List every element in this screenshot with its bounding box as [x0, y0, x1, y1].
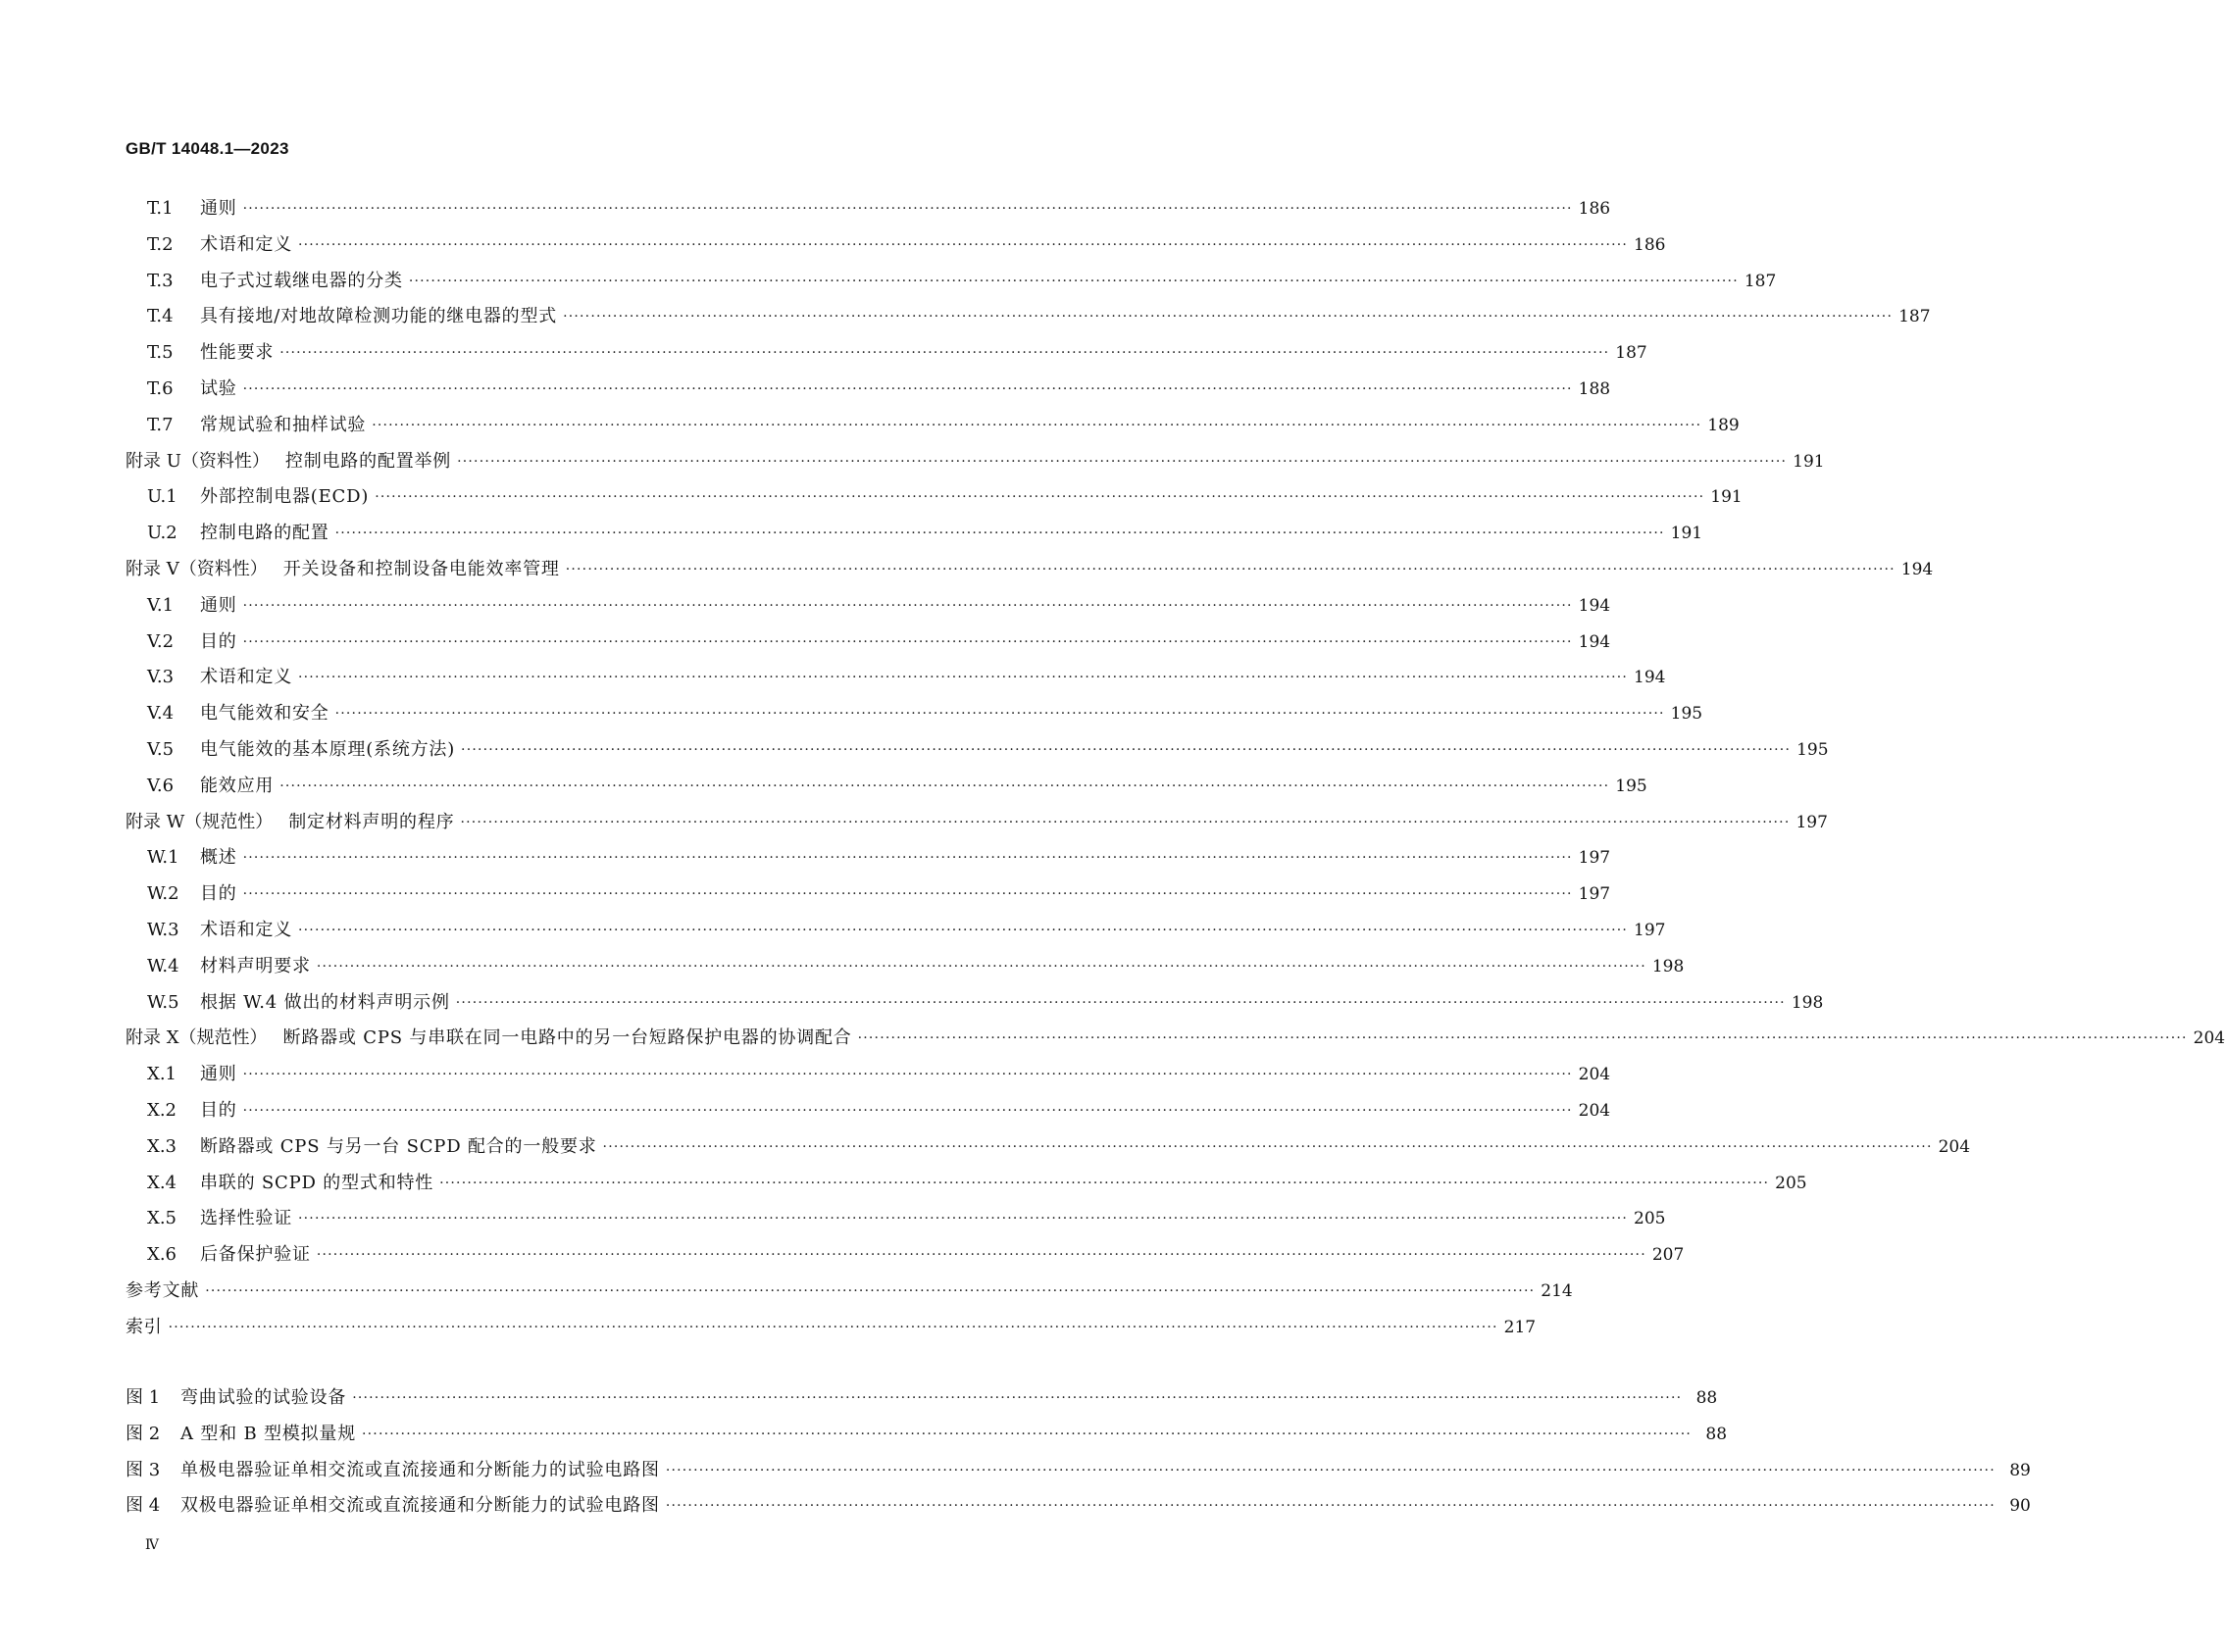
toc-chapter-entry[interactable] — [126, 1274, 1573, 1310]
entry-page-number: 197 — [1578, 884, 1611, 905]
entry-title: 能效应用 — [200, 775, 275, 796]
entry-number: 附录 W（规范性） — [126, 811, 274, 832]
dot-leader: ················································································································································································································································ — [455, 994, 1786, 1011]
entry-title: 术语和定义 — [200, 233, 292, 255]
dot-leader: ················································································································································································································································ — [316, 958, 1646, 975]
toc-section-entry[interactable] — [126, 408, 1740, 444]
entry-page-number: 214 — [1541, 1280, 1573, 1301]
dot-leader: ················································································································································································································································ — [298, 1211, 1629, 1227]
entry-page-number: 195 — [1615, 776, 1647, 796]
toc-section-entry[interactable] — [126, 769, 1647, 805]
dot-leader: ················································································································································································································································ — [602, 1138, 1933, 1155]
entry-title: 外部控制电器(ECD) — [200, 486, 370, 508]
dot-leader: ················································································································································································································································ — [563, 309, 1894, 325]
entry-page-number: 88 — [1705, 1424, 1728, 1444]
dot-leader: ················································································································································································································································ — [460, 814, 1791, 830]
entry-number: X.2 — [147, 1099, 177, 1121]
entry-page-number: 204 — [1578, 1065, 1611, 1085]
toc-section-entry[interactable] — [126, 1057, 1611, 1093]
entry-title: 通则 — [200, 198, 237, 219]
entry-number: T.1 — [147, 198, 174, 219]
entry-page-number: 186 — [1578, 199, 1611, 219]
list-of-figures — [126, 1380, 2031, 1525]
figure-list-entry[interactable] — [126, 1488, 2031, 1525]
toc-section-entry[interactable] — [126, 1201, 1666, 1237]
entry-page-number: 191 — [1793, 451, 1825, 472]
entry-page-number: 197 — [1578, 848, 1611, 869]
entry-title: 串联的 SCPD 的型式和特性 — [200, 1172, 434, 1193]
dot-leader: ················································································································································································································································ — [665, 1498, 1996, 1515]
entry-title: 材料声明要求 — [200, 955, 311, 976]
entry-number: T.6 — [147, 377, 174, 399]
toc-section-entry[interactable] — [126, 264, 1777, 300]
entry-title: 索引 — [126, 1316, 163, 1337]
entry-number: T.7 — [147, 414, 174, 435]
dot-leader: ················································································································································································································································ — [279, 345, 1610, 362]
dot-leader: ················································································································································································································································ — [242, 633, 1573, 650]
entry-title: 双极电器验证单相交流或直流接通和分断能力的试验电路图 — [180, 1495, 660, 1517]
dot-leader: ················································································································································································································································ — [375, 489, 1705, 506]
entry-title: 试验 — [200, 377, 237, 399]
entry-page-number: 189 — [1707, 415, 1740, 435]
entry-number: X.3 — [147, 1135, 177, 1157]
toc-section-entry[interactable] — [126, 1237, 1685, 1274]
entry-title: 具有接地/对地故障检测功能的继电器的型式 — [200, 306, 558, 327]
toc-section-entry[interactable] — [126, 299, 1931, 335]
figure-list-entry[interactable] — [126, 1380, 1718, 1417]
toc-section-entry[interactable] — [126, 876, 1611, 913]
dot-leader: ················································································································································································································································ — [408, 273, 1739, 289]
dot-leader: ················································································································································································································································ — [242, 380, 1573, 397]
entry-page-number: 89 — [2009, 1460, 2031, 1480]
entry-number: T.5 — [147, 342, 174, 364]
toc-section-entry[interactable] — [126, 913, 1666, 949]
entry-page-number: 194 — [1578, 595, 1611, 616]
dot-leader: ················································································································································································································································ — [565, 561, 1896, 577]
table-of-contents — [126, 191, 2225, 1346]
entry-page-number: 204 — [2193, 1028, 2225, 1049]
entry-number: T.2 — [147, 233, 174, 255]
entry-number: 图 2 — [126, 1423, 161, 1444]
entry-number: V.4 — [147, 703, 175, 725]
dot-leader: ················································································································································································································································ — [242, 597, 1573, 614]
entry-title: 制定材料声明的程序 — [288, 811, 455, 832]
toc-chapter-entry[interactable] — [126, 805, 1828, 841]
entry-page-number: 194 — [1634, 668, 1666, 688]
entry-number: 图 4 — [126, 1495, 161, 1517]
dot-leader: ················································································································································································································································ — [372, 417, 1702, 433]
entry-page-number: 205 — [1775, 1173, 1807, 1193]
dot-leader: ················································································································································································································································ — [168, 1319, 1498, 1335]
entry-number: T.4 — [147, 306, 174, 327]
entry-title: 电子式过载继电器的分类 — [200, 270, 403, 291]
entry-title: 后备保护验证 — [200, 1244, 311, 1266]
toc-section-entry[interactable] — [126, 335, 1647, 372]
toc-section-entry[interactable] — [126, 696, 1703, 732]
entry-number: 附录 X（规范性） — [126, 1027, 268, 1049]
toc-section-entry[interactable] — [126, 227, 1666, 264]
entry-title: 电气能效和安全 — [200, 703, 329, 725]
entry-title: 术语和定义 — [200, 919, 292, 940]
dot-leader: ················································································································································································································································ — [298, 236, 1629, 253]
figure-list-entry[interactable] — [126, 1417, 1728, 1453]
entry-title: 概述 — [200, 847, 237, 869]
dot-leader: ················································································································································································································································ — [457, 453, 1788, 470]
entry-number: T.3 — [147, 270, 174, 291]
dot-leader: ················································································································································································································································ — [298, 670, 1629, 686]
toc-section-entry[interactable] — [126, 949, 1685, 985]
toc-section-entry[interactable] — [126, 660, 1666, 696]
toc-section-entry[interactable] — [126, 479, 1743, 516]
dot-leader: ················································································································································································································································ — [439, 1175, 1770, 1191]
entry-number: X.5 — [147, 1208, 177, 1229]
entry-page-number: 187 — [1615, 343, 1647, 364]
entry-page-number: 90 — [2009, 1496, 2031, 1517]
entry-number: U.1 — [147, 486, 177, 508]
entry-title: 常规试验和抽样试验 — [200, 414, 367, 435]
entry-page-number: 191 — [1710, 487, 1743, 508]
dot-leader: ················································································································································································································································ — [242, 886, 1573, 903]
standard-code-header: GB/T 14048.1—2023 — [126, 139, 289, 158]
entry-page-number: 197 — [1634, 920, 1666, 940]
entry-page-number: 187 — [1898, 307, 1931, 327]
entry-number: W.1 — [147, 847, 179, 869]
page-number: Ⅳ — [145, 1537, 160, 1553]
entry-number: V.3 — [147, 667, 175, 688]
entry-number: X.6 — [147, 1244, 177, 1266]
entry-page-number: 191 — [1670, 524, 1703, 544]
entry-page-number: 88 — [1695, 1388, 1718, 1408]
dot-leader: ················································································································································································································································ — [665, 1462, 1996, 1478]
entry-title: 性能要求 — [200, 342, 275, 364]
entry-number: X.4 — [147, 1172, 177, 1193]
entry-number: X.1 — [147, 1064, 177, 1085]
entry-number: 附录 V（资料性） — [126, 558, 268, 579]
toc-chapter-entry[interactable] — [126, 1021, 2225, 1057]
entry-title: A 型和 B 型模拟量规 — [180, 1423, 356, 1444]
toc-section-entry[interactable] — [126, 516, 1703, 552]
dot-leader: ················································································································································································································································ — [242, 1102, 1573, 1119]
entry-page-number: 186 — [1634, 234, 1666, 255]
toc-section-entry[interactable] — [126, 1166, 1807, 1202]
dot-leader: ················································································································································································································································ — [279, 777, 1610, 794]
toc-chapter-entry[interactable] — [126, 552, 1934, 588]
toc-section-entry[interactable] — [126, 1093, 1611, 1129]
dot-leader: ················································································································································································································································ — [352, 1390, 1683, 1406]
entry-page-number: 207 — [1651, 1245, 1685, 1266]
entry-title: 单极电器验证单相交流或直流接通和分断能力的试验电路图 — [180, 1459, 660, 1480]
entry-title: 控制电路的配置 — [200, 523, 329, 544]
entry-number: V.6 — [147, 775, 175, 796]
entry-title: 目的 — [200, 1099, 237, 1121]
entry-title: 参考文献 — [126, 1279, 200, 1301]
entry-title: 弯曲试验的试验设备 — [180, 1387, 347, 1408]
dot-leader: ················································································································································································································································ — [334, 706, 1665, 723]
entry-title: 电气能效的基本原理(系统方法) — [200, 738, 456, 760]
entry-number: W.4 — [147, 955, 179, 976]
entry-number: 图 1 — [126, 1387, 161, 1408]
toc-section-entry[interactable] — [126, 191, 1611, 227]
entry-title: 开关设备和控制设备电能效率管理 — [282, 558, 560, 579]
entry-page-number: 204 — [1938, 1136, 1971, 1157]
entry-page-number: 187 — [1744, 271, 1777, 291]
entry-title: 选择性验证 — [200, 1208, 292, 1229]
entry-number: V.5 — [147, 738, 175, 760]
entry-number: 附录 U（资料性） — [126, 450, 270, 472]
dot-leader: ················································································································································································································································ — [298, 922, 1629, 938]
entry-title: 断路器或 CPS 与另一台 SCPD 配合的一般要求 — [200, 1135, 597, 1157]
dot-leader: ················································································································································································································································ — [362, 1426, 1693, 1442]
toc-section-entry[interactable] — [126, 588, 1611, 625]
entry-title: 术语和定义 — [200, 667, 292, 688]
entry-number: 图 3 — [126, 1459, 161, 1480]
entry-page-number: 198 — [1651, 956, 1685, 976]
dot-leader: ················································································································································································································································ — [242, 201, 1573, 217]
entry-title: 目的 — [200, 883, 237, 905]
dot-leader: ················································································································································································································································ — [316, 1247, 1646, 1264]
toc-section-entry[interactable] — [126, 840, 1611, 876]
entry-page-number: 195 — [1796, 739, 1829, 760]
toc-section-entry[interactable] — [126, 985, 1824, 1022]
dot-leader: ················································································································································································································································ — [334, 526, 1665, 542]
toc-section-entry[interactable] — [126, 625, 1611, 661]
dot-leader: ················································································································································································································································ — [461, 741, 1792, 758]
entry-title: 通则 — [200, 594, 237, 616]
entry-title: 目的 — [200, 630, 237, 652]
toc-section-entry[interactable] — [126, 372, 1611, 408]
entry-title: 通则 — [200, 1064, 237, 1085]
entry-title: 根据 W.4 做出的材料声明示例 — [200, 991, 450, 1013]
dot-leader: ················································································································································································································································ — [857, 1030, 2188, 1047]
toc-section-entry[interactable] — [126, 1129, 1971, 1166]
dot-leader: ················································································································································································································································ — [205, 1282, 1536, 1299]
toc-chapter-entry[interactable] — [126, 1310, 1537, 1346]
dot-leader: ················································································································································································································································ — [242, 850, 1573, 867]
entry-page-number: 195 — [1670, 704, 1703, 725]
dot-leader: ················································································································································································································································ — [242, 1067, 1573, 1083]
toc-chapter-entry[interactable] — [126, 444, 1825, 480]
entry-title: 控制电路的配置举例 — [284, 450, 452, 472]
entry-page-number: 217 — [1503, 1317, 1537, 1337]
entry-page-number: 198 — [1791, 992, 1824, 1013]
entry-title: 断路器或 CPS 与串联在同一电路中的另一台短路保护电器的协调配合 — [282, 1027, 852, 1049]
entry-number: V.2 — [147, 630, 175, 652]
entry-number: U.2 — [147, 523, 177, 544]
entry-page-number: 197 — [1795, 812, 1828, 832]
figure-list-entry[interactable] — [126, 1453, 2031, 1489]
toc-section-entry[interactable] — [126, 732, 1829, 769]
entry-number: V.1 — [147, 594, 175, 616]
entry-page-number: 204 — [1578, 1100, 1611, 1121]
entry-number: W.3 — [147, 919, 179, 940]
entry-number: W.2 — [147, 883, 179, 905]
entry-number: W.5 — [147, 991, 179, 1013]
entry-page-number: 205 — [1634, 1209, 1666, 1229]
entry-page-number: 194 — [1900, 559, 1934, 579]
entry-page-number: 194 — [1578, 631, 1611, 652]
entry-page-number: 188 — [1578, 378, 1611, 399]
